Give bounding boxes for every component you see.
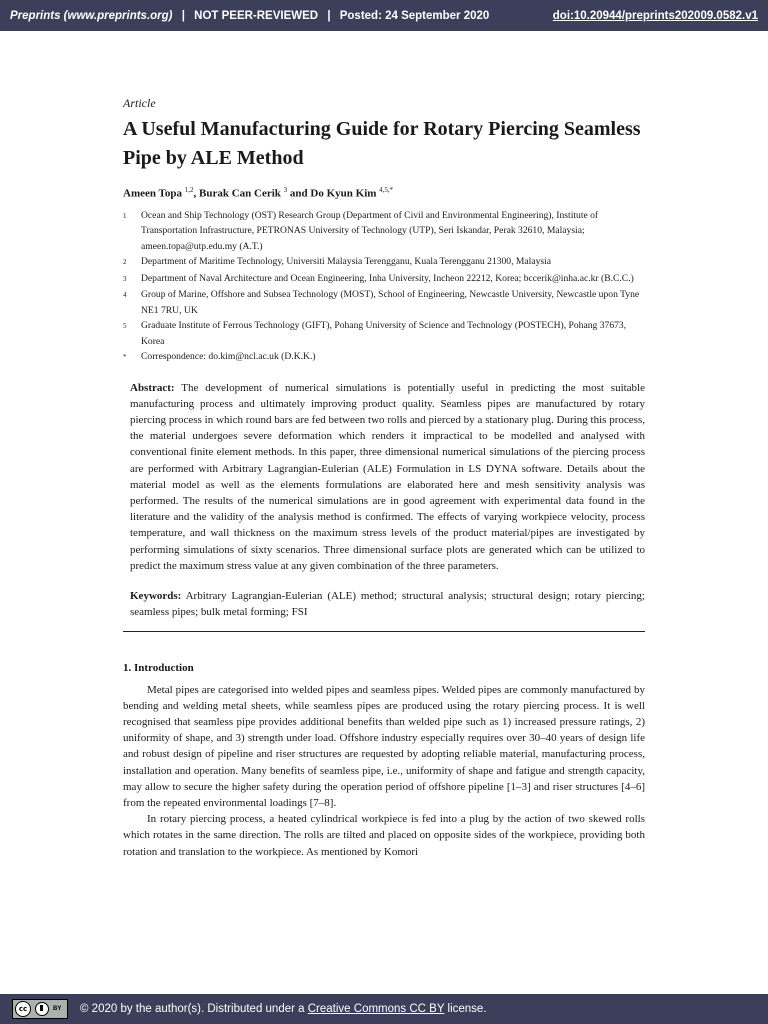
affiliation-text: Department of Maritime Technology, Universiti Malaysia Terengganu, Kuala Terengganu 21300, Malaysia: [141, 256, 552, 268]
affiliation-number: 5: [123, 322, 127, 331]
author-affiliation-marker: 4,5,*: [379, 186, 394, 194]
cc-by-license-badge[interactable]: [12, 999, 68, 1019]
correspondence-item: [123, 349, 645, 366]
attribution-person-icon: [35, 1002, 49, 1016]
correspondence-text: Correspondence: do.kim@ncl.ac.uk (D.K.K.): [141, 351, 316, 363]
affiliation-item: [123, 254, 645, 271]
article-body: [123, 96, 645, 860]
license-footer-bar: [0, 994, 768, 1024]
author-separator: and: [287, 187, 311, 200]
affiliation-item: [123, 208, 645, 255]
affiliation-number: 3: [123, 274, 127, 283]
author-affiliation-marker: 1,2: [184, 186, 194, 194]
keywords-label: Keywords:: [130, 590, 182, 603]
copyright-suffix: license.: [447, 1003, 487, 1015]
preprint-status-line: [10, 10, 553, 22]
section-heading: 1. Introduction: [123, 661, 194, 674]
creative-commons-icon: cc: [15, 1001, 31, 1017]
abstract: [130, 380, 645, 574]
article-type: Article: [123, 96, 156, 110]
author-separator: ,: [193, 187, 199, 200]
keywords: [130, 588, 645, 620]
license-link[interactable]: Creative Commons CC BY: [307, 1003, 445, 1015]
doi-link[interactable]: doi:10.20944/preprints202009.0582.v1: [552, 9, 758, 22]
affiliation-number: 4: [123, 291, 127, 300]
preprint-header-bar: [0, 0, 768, 31]
affiliation-item: [123, 271, 645, 288]
affiliation-text: Department of Naval Architecture and Ocean Engineering, Inha University, Incheon 22212, Korea; bccerik@inha.ac.kr (B.C.C.): [141, 272, 634, 284]
abstract-text: The development of numerical simulations is potentially useful in predicting the most suitable manufacturing process and ultimately improving product quality. Seamless pipes are manufactured by rotary piercing process in which round bars are fed between two rolls and pierced by a stationary plug. During this process, the material undergoes severe deformation which renders it impractical to be modelled and analysed with conventional finite element methods. In this paper, three dimensional numerical simulations of the piercing process are performed with Arbitrary Lagrangian-Eulerian (ALE) Formulation in LS DYNA software. Details about the material model as well as the elements formulations are elaborated here and mesh sensitivity analysis was performed. The results of the numerical simulations are in good agreement with experimental data found in the literature and the validity of the analysis method is confirmed. The effects of varying workpiece velocity, process temperature, and wall thickness on the maximum stress levels of the product material/pipes are investigated by performing simulations of sixty scenarios. Three dimensional surface plots are generated which can be utilized to predict the maximum stress value at any given combination of the three parameters.: [130, 381, 645, 572]
affiliation-item: [123, 287, 645, 318]
article-title: A Useful Manufacturing Guide for Rotary Piercing Seamless Pipe by ALE Method: [123, 118, 641, 169]
header-separator: |: [327, 9, 331, 22]
affiliation-number: 1: [123, 211, 127, 220]
author-name: Ameen Topa: [123, 187, 182, 200]
cc-by-label: BY: [53, 1006, 62, 1012]
copyright-notice: [80, 1003, 487, 1015]
author-name: Do Kyun Kim: [310, 187, 377, 200]
section-divider: [123, 631, 645, 632]
review-status: NOT PEER-REVIEWED: [194, 9, 319, 22]
keywords-text: Arbitrary Lagrangian-Eulerian (ALE) method; structural analysis; structural design; rotary piercing; seamless pipes; bulk metal forming; FSI: [130, 590, 645, 619]
abstract-label: Abstract:: [130, 381, 175, 394]
author-name: Burak Can Cerik: [199, 187, 281, 200]
affiliation-text: Graduate Institute of Ferrous Technology (GIFT), Pohang University of Science and Technology (POSTECH), Pohang 37673, Korea: [141, 320, 627, 347]
author-affiliation-marker: 3: [283, 186, 288, 194]
body-paragraph: Metal pipes are categorised into welded pipes and seamless pipes. Welded pipes are commonly manufactured by bending and welding metal sheets, while seamless pipes are produced using the rotary piercing process. It is well recognised that seamless pipe provides additional benefits than welded pipe such as 1) increased pressure ratings, 2) uniformity of shape, and 3) strength under load. Offshore industry especially requires over 30–40 years of design life and robust design of pipeline and riser structures are requested by adopting reliable material, manufacturing process, installation and operation. Many benefits of seamless pipe, i.e., uniformity of shape and fatigue and strength capacity, may allow to secure the higher safety during the operation period of offshore pipeline [1–3] and riser structures [4–6] from the repeated environmental loadings [7–8].: [123, 683, 645, 809]
copyright-prefix: © 2020 by the author(s). Distributed under a: [80, 1003, 305, 1015]
affiliation-list: [123, 208, 645, 366]
preprints-brand: Preprints (www.preprints.org): [10, 9, 173, 22]
posted-date: Posted: 24 September 2020: [339, 9, 490, 22]
author-list: [123, 186, 645, 200]
affiliation-text: Group of Marine, Offshore and Subsea Technology (MOST), School of Engineering, Newcastle University, Newcastle upon Tyne NE1 7RU, UK: [141, 289, 640, 316]
body-paragraph: In rotary piercing process, a heated cylindrical workpiece is fed into a plug by the action of two skewed rolls which rotates in the same direction. The rolls are tilted and placed on opposite sides of the workpiece, providing both rotation and translation to the workpiece. As mentioned by Komori: [123, 813, 645, 858]
affiliation-item: [123, 318, 645, 349]
affiliation-text: Ocean and Ship Technology (OST) Research Group (Department of Civil and Environmental Engineering), Institute of Transportation Infrastructure, PETRONAS University of Technology (UTP), Seri Iskandar, Perak 32610, Malaysia; ameen.topa@utp.edu.my (A.T.): [141, 209, 599, 252]
header-separator: |: [181, 9, 185, 22]
affiliation-number: 2: [123, 258, 127, 267]
correspondence-marker: *: [123, 353, 127, 362]
